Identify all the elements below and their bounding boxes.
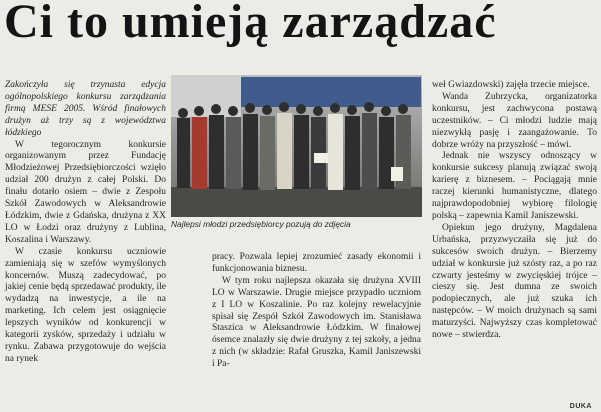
article-paragraph: W czasie konkursu uczniowie zamieniają się w szefów wymyślonych koncernów. Muszą zadecydować, po jakiej cenie będą sprzedawać produkty, ile wydadzą na inwestycje, a ile na marketing. Ich celem jest osiągnięcie lepszych wyników od konkurencji w kategorii zysków, sprzedaży i udziału w rynku. Zabawa przygotowuje do wejścia na rynek <box>5 246 166 364</box>
article-paragraph: W tym roku najlepsza okazała się drużyna XVIII LO w Warszawie. Drugie miejsce przypadło uczniom z I LO w Koszalinie. Po raz kolejny rewelacyjnie spisał się Zespół Szkół Zawodowych im. Stanisława Staszica w Aleksandrowie Łódzkim. W finałowej ósemce znalazły się dwie drużyny z tej szkoły, a jedna z nich (w składzie: Rafał Gruszka, Kamil Janiszewski i Pa- <box>212 275 421 370</box>
article-headline: Ci to umieją zarządzać <box>4 0 497 48</box>
article-paragraph: W tegorocznym konkursie organizowanym przez Fundację Młodzieżowej Przedsiębiorczości wzięło udział 200 drużyn z całej Polski. Do finału dotarło osiem – dwie z Zespołu Szkół Zawodowych w Aleksandrowie Łódzkim, dwie z Gdańska, drużyna z XX LO w Łodzi oraz drużyny z Lublina, Koszalina i Warszawy. <box>5 139 166 245</box>
source-credit: DUKA <box>569 403 592 410</box>
article-column-3 <box>432 80 597 342</box>
article-column-2 <box>212 252 421 371</box>
photo-caption: Najlepsi młodzi przedsiębiorcy pozują do zdjęcia <box>171 219 351 229</box>
article-lead: Zakończyła się trzynasta edycja ogólnopolskiego konkursu zarządzania firmą MESE 2005. Wśród finałowych drużyn aż trzy są z województwa łódzkiego <box>5 80 166 138</box>
group-photo-image <box>171 75 422 217</box>
article-paragraph: weł Gwiazdowski) zajęła trzecie miejsce. <box>432 80 590 90</box>
article-paragraph: Wanda Zubrzycka, organizatorka konkursu, jest zachwycona postawą uczestników. – Ci młodzi ludzie mają niezwykłą pasję i zaangażowanie. To dobrze wróży na przyszłość – mówi. <box>432 91 597 150</box>
article-paragraph: Jednak nie wszyscy odnoszący w konkursie sukcesy planują związać swoją karierę z biznesem. – Pociągają mnie raczej kierunki humanistyczne, dlatego najprawdopodobniej wybiorę filologię polską – zapewnia Kamil Janiszewski. <box>432 151 597 221</box>
article-column-1 <box>5 80 166 366</box>
article-paragraph: pracy. Pozwala lepiej zrozumieć zasady ekonomii i funkcjonowania biznesu. <box>212 252 421 274</box>
photo-banner <box>241 77 421 107</box>
article-paragraph: Opiekun jego drużyny, Magdalena Urbańska, przyzwyczaiła się już do sukcesów swoich drużyn. – Bierzemy udział w konkursie już szósty raz, a po raz czwarty jesteśmy w zwycięskiej trójce – cieszy się. Jest dumna ze swoich podopiecznych, ale już szuka ich następców. – W moich drużynach są sami maturzyści. Najwyższy czas kompletować nowe – stwierdza. <box>432 222 597 341</box>
group-photo <box>171 75 422 217</box>
